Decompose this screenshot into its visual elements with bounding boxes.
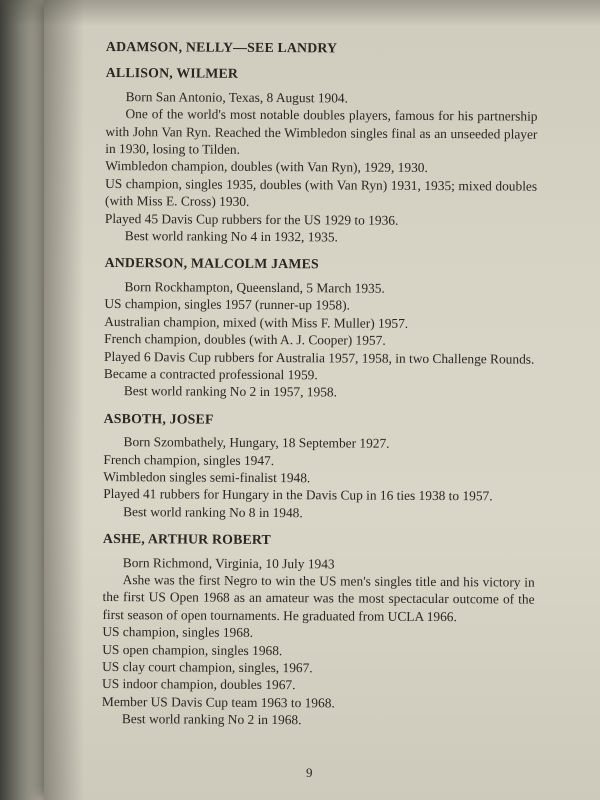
record-line: Played 41 rubbers for Hungary in the Davis Cup in 16 ties 1938 to 1957.: [103, 486, 493, 504]
biography-paragraph: One of the world's most notable doubles players, famous for his partnership with John Van Ryn. Reached the Wimbledon singles final as an unseeded player in 1930, losing to Tilden.: [105, 106, 538, 157]
record-line: Played 45 Davis Cup rubbers for the US 1929 to 1936.: [104, 210, 399, 228]
page-number: 9: [306, 765, 313, 780]
record-line: US indoor champion, doubles 1967.: [102, 676, 296, 693]
record-line: French champion, doubles (with A. J. Cooper) 1957.: [104, 331, 386, 348]
birth-line: Born San Antonio, Texas, 8 August 1904.: [125, 88, 349, 106]
record-line: Member US Davis Cup team 1963 to 1968.: [101, 693, 335, 711]
entry-allison: [105, 64, 538, 247]
record-line: Played 6 Davis Cup rubbers for Australia 1957, 1958, in two Challenge Rounds. Became a contracted professional 1959.: [103, 348, 535, 383]
entry-ashe: [102, 530, 535, 730]
ranking-line: Best world ranking No 4 in 1932, 1935.: [124, 228, 338, 245]
record-line: US open champion, singles 1968.: [102, 641, 283, 658]
record-line: Australian champion, mixed (with Miss F. Muller) 1957.: [104, 313, 409, 331]
record-line: US champion, singles 1968.: [102, 624, 254, 641]
ranking-line: Best world ranking No 2 in 1968.: [121, 711, 302, 728]
ranking-line: Best world ranking No 2 in 1957, 1958.: [123, 383, 338, 400]
entry-anderson: [104, 254, 537, 402]
record-line: US clay court champion, singles, 1967.: [102, 658, 313, 676]
ranking-line: Best world ranking No 8 in 1948.: [123, 503, 303, 520]
record-line: French champion, singles 1947.: [103, 451, 275, 468]
record-line: US champion, singles 1957 (runner-up 1958).: [104, 296, 350, 313]
page-text: [102, 38, 538, 730]
record-line: Wimbledon champion, doubles (with Van Ryn), 1929, 1930.: [105, 158, 428, 176]
entry-heading: ALLISON, WILMER: [105, 65, 239, 82]
birth-line: Born Rockhampton, Queensland, 5 March 1935.: [124, 278, 385, 296]
entry-heading: ASHE, ARTHUR ROBERT: [102, 531, 272, 548]
cross-reference-heading: ADAMSON, NELLY—SEE LANDRY: [105, 38, 338, 56]
record-line: US champion, singles 1935, doubles (with Van Ryn) 1931, 1935; mixed doubles (with Miss E. Cross) 1930.: [104, 175, 538, 210]
entry-heading: ASBOTH, JOSEF: [103, 410, 214, 427]
entry-asboth: [103, 410, 536, 523]
entry-heading: ANDERSON, MALCOLM JAMES: [104, 255, 319, 272]
record-line: Wimbledon singles semi-finalist 1948.: [103, 468, 311, 486]
birth-line: Born Richmond, Virginia, 10 July 1943: [122, 554, 335, 571]
biography-paragraph: Ashe was the first Negro to win the US men's singles title and his victory in the first US Open 1968 as an amateur was the most spectacular outcome of the first season of open tournaments. He graduated from UCLA 1966.: [102, 572, 535, 624]
birth-line: Born Szombathely, Hungary, 18 September 1927.: [123, 434, 390, 451]
